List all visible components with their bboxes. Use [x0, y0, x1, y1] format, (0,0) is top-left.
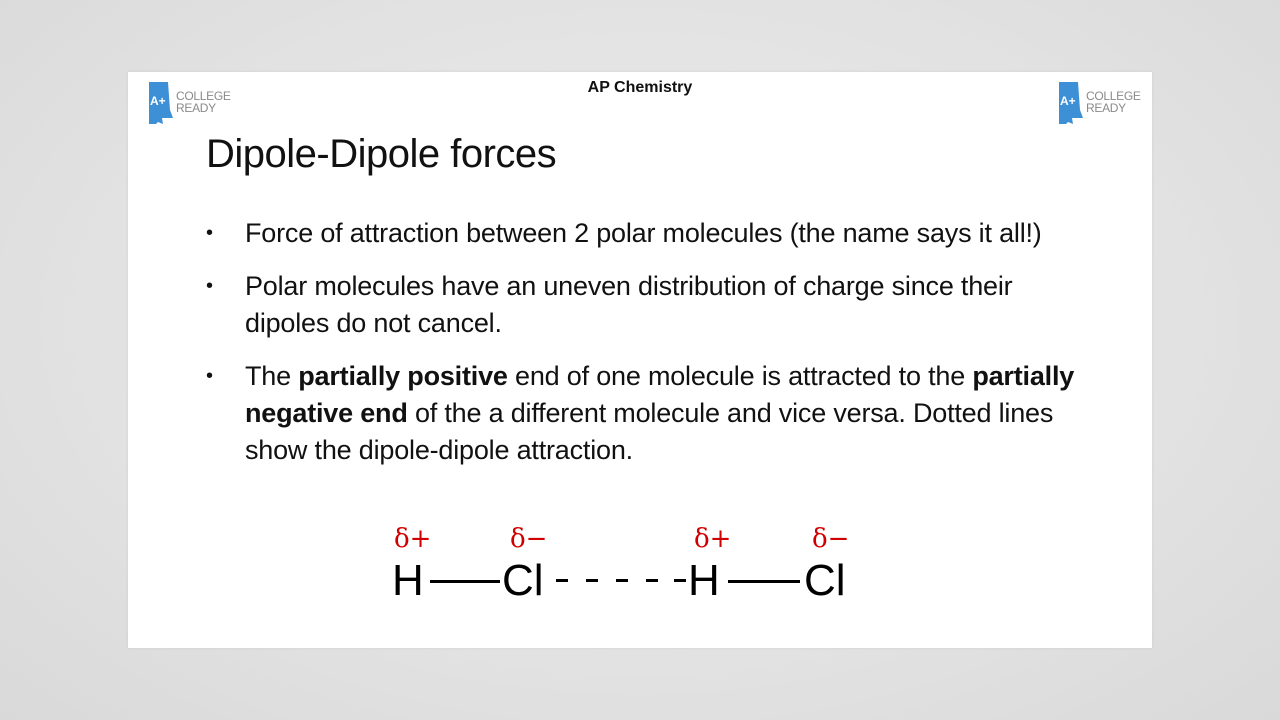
bullet-bold-partially-positive: partially positive	[298, 361, 508, 391]
bullet-marker: •	[206, 222, 213, 244]
bullet-marker: •	[206, 365, 213, 387]
bullet-marker: •	[206, 275, 213, 297]
dipole-dash	[646, 579, 658, 582]
dipole-dash	[616, 579, 628, 582]
bullet-text-pre: The	[245, 361, 299, 391]
logo-text	[1086, 90, 1141, 114]
logo-line2: READY	[1086, 101, 1126, 115]
logo-badge: A+	[150, 94, 166, 108]
logo-line2: READY	[176, 101, 216, 115]
atom-h2: H	[688, 556, 720, 605]
dipole-dash	[674, 579, 686, 582]
bullet-text: Force of attraction between 2 polar molecules (the name says it all!)	[245, 218, 1042, 248]
bullet-list	[206, 215, 1076, 485]
atom-h1: H	[392, 556, 424, 605]
covalent-bond-1	[430, 580, 500, 583]
logo-badge: A+	[1060, 94, 1076, 108]
covalent-bond-2	[728, 580, 800, 583]
charge-label-cl1: δ−	[510, 524, 548, 554]
bullet-item	[206, 215, 1076, 252]
logo-line1: COLLEGE	[176, 89, 231, 103]
bullet-item	[206, 268, 1076, 342]
atom-cl2: Cl	[804, 556, 846, 605]
hcl-dipole-diagram	[390, 524, 870, 604]
bullet-text: Polar molecules have an uneven distribution of charge since their dipoles do not cancel.	[245, 271, 1013, 338]
bullet-bold-partially-negative: partially negative end	[245, 361, 1075, 428]
bullet-item	[206, 358, 1076, 469]
charge-label-h2: δ+	[694, 524, 732, 554]
slide-title: Dipole-Dipole forces	[206, 132, 557, 176]
bullet-text-post: of the a different molecule and vice versa. Dotted lines show the dipole-dipole attraction.	[245, 398, 1054, 465]
college-ready-logo-right	[1056, 80, 1141, 126]
charge-label-h1: δ+	[394, 524, 432, 554]
bullet-text-mid: end of one molecule is attracted to the	[507, 361, 973, 391]
atom-cl1: Cl	[502, 556, 544, 605]
course-title: AP Chemistry	[587, 79, 693, 96]
logo-line1: COLLEGE	[1086, 89, 1141, 103]
charge-label-cl2: δ−	[812, 524, 850, 554]
dipole-dash	[556, 579, 568, 582]
slide	[128, 72, 1152, 648]
dipole-dash	[586, 579, 598, 582]
